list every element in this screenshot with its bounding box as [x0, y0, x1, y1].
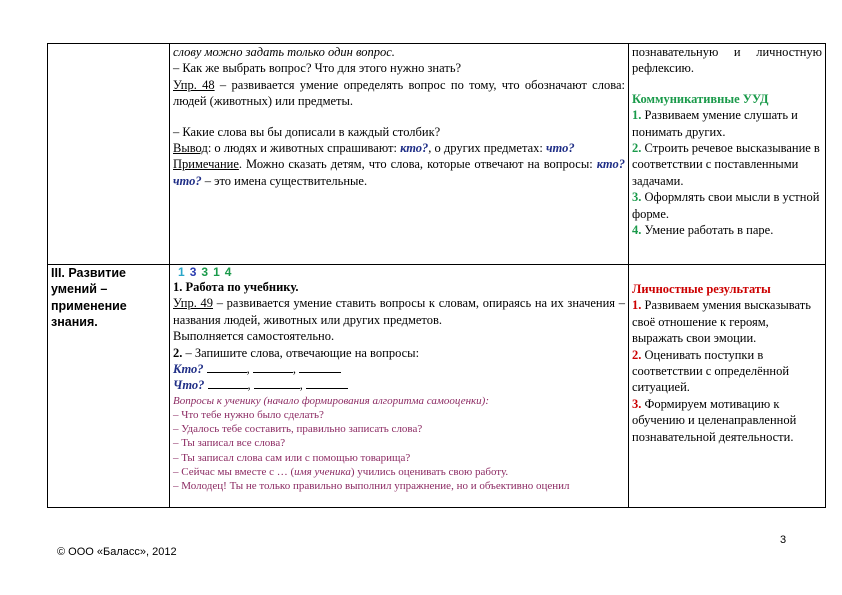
content-cell — [170, 44, 629, 265]
exercise-48 — [173, 77, 625, 110]
task-1-title: 1. Работа по учебнику. — [173, 280, 299, 294]
list-item: – Молодец! Ты не только правильно выполнил упражнение, но и объективно оценил — [173, 480, 570, 493]
chto-line: Что? , , — [173, 377, 625, 393]
personal-title: Личностные результаты — [632, 282, 771, 296]
conclusion: Вывод: о людях и животных спрашивают: кто?, о других предметах: что? — [173, 141, 575, 156]
self-assessment-title: Вопросы к ученику (начало формирования алгоритма самооценки): — [173, 394, 490, 407]
list-item: 4. Умение работать в паре. — [632, 223, 774, 238]
question-word: кто? — [400, 141, 429, 156]
note-label: Примечание — [173, 157, 239, 172]
results-cell — [629, 44, 826, 265]
kto-line: Кто? , , — [173, 361, 625, 377]
list-item: 3. Оформлять свои мысли в устной форме. — [632, 190, 820, 221]
results-line: познавательную и личностную рефлексию. — [632, 45, 822, 76]
stage-cell: III. Развитие умений – применение знания. — [48, 265, 170, 508]
exercise-49: Упр. 49 – развивается умение ставить вопросы к словам, опираясь на их значения – названия людей, животных или других предметов. — [173, 296, 625, 327]
content-cell — [170, 265, 629, 508]
content-line: Выполняется самостоятельно. — [173, 329, 335, 344]
exercise-text: – развивается умение определять вопрос по тому, что обозначают слова: людей (животных) или предметы. — [173, 77, 625, 109]
list-item: – Сейчас мы вместе с … (имя ученика) учились оценивать свою работу. — [173, 465, 509, 478]
lesson-table — [47, 43, 826, 508]
results-cell — [629, 265, 826, 508]
copyright-footer: © ООО «Баласс», 2012 — [57, 546, 177, 558]
list-item: 2. Строить речевое высказывание в соответствии с поставленными задачами. — [632, 141, 820, 188]
exercise-label: Упр. 48 — [173, 77, 215, 92]
communicative-title: Коммуникативные УУД — [632, 91, 769, 106]
question-word: кто? что? — [173, 157, 625, 188]
list-item: – Удалось тебе составить, правильно записать слова? — [173, 423, 423, 436]
list-item: 1. Развиваем умение слушать и понимать других. — [632, 108, 798, 139]
stage-cell-empty — [48, 44, 170, 265]
content-line: слову можно задать только один вопрос. — [173, 45, 395, 59]
list-item: – Ты записал слова сам или с помощью товарища? — [173, 451, 411, 464]
note: Примечание. Можно сказать детям, что слова, которые отвечают на вопросы: кто? что? – это имена существительные. — [173, 157, 625, 188]
list-item: – Ты записал все слова? — [173, 437, 286, 450]
conclusion-label: Вывод — [173, 141, 208, 156]
list-item: 2. Оценивать поступки в соответствии с определённой ситуацией. — [632, 347, 790, 395]
score-numbers: 1 3 3 1 4 — [178, 265, 232, 279]
list-item: – Что тебе нужно было сделать? — [173, 409, 324, 422]
table-row — [48, 265, 826, 508]
list-item: 1. Развиваем умения высказывать своё отношение к героям, выражать свои эмоции. — [632, 298, 811, 346]
exercise-label: Упр. 49 — [173, 296, 214, 311]
page-number: 3 — [780, 534, 787, 546]
table-row — [48, 44, 826, 265]
question-word: что? — [545, 141, 575, 156]
task-2: 2. – Запишите слова, отвечающие на вопросы: — [173, 345, 420, 360]
content-line: – Какие слова вы бы дописали в каждый столбик? — [173, 124, 441, 139]
content-line: – Как же выбрать вопрос? Что для этого нужно знать? — [173, 61, 462, 76]
list-item: 3. Формируем мотивацию к обучению и целенаправленной познавательной деятельности. — [632, 396, 797, 444]
